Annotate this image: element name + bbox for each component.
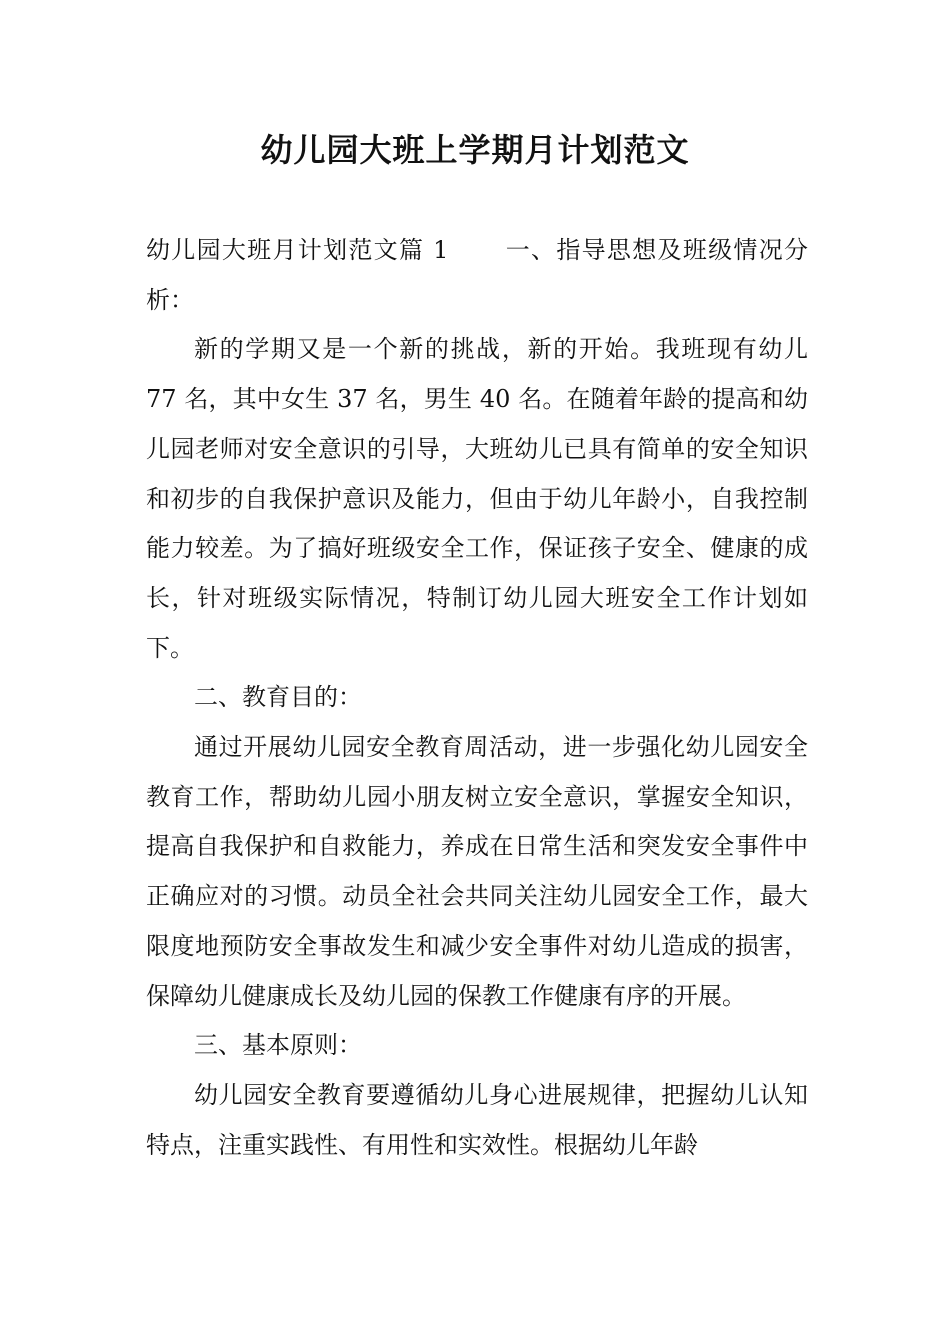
section3-heading: 三、基本原则： xyxy=(194,1031,362,1060)
paragraph-class-situation: 新的学期又是一个新的挑战，新的开始。我班现有幼儿 77 名，其中女生 37 名，男生 40 名。在随着年龄的提高和幼儿园老师对安全意识的引导，大班幼儿已具有简单的安全知识和初步的自我保护意识及能力，但由于幼儿年龄小，自我控制能力较差。为了搞好班级安全工作，保证孩子安全、健康的成长，针对班级实际情况，特制订幼儿园大班安全工作计划如下。 xyxy=(146,335,808,662)
section2-heading: 二、教育目的： xyxy=(194,683,362,712)
paragraph-basic-principles: 幼儿园安全教育要遵循幼儿身心进展规律，把握幼儿认知特点，注重实践性、有用性和实效性。根据幼儿年龄 xyxy=(146,1080,808,1159)
document-title: 幼儿园大班上学期月计划范文 xyxy=(260,131,690,169)
intro-line xyxy=(146,226,808,325)
section1-heading: 一、指导思想及班级情况分析： xyxy=(146,236,808,314)
paragraph-education-goal: 通过开展幼儿园安全教育周活动，进一步强化幼儿园安全教育工作，帮助幼儿园小朋友树立安全意识，掌握安全知识，提高自我保护和自救能力，养成在日常生活和突发安全事件中正确应对的习惯。动员全社会共同关注幼儿园安全工作，最大限度地预防安全事故发生和减少安全事件对幼儿造成的损害，保障幼儿健康成长及幼儿园的保教工作健康有序的开展。 xyxy=(146,733,808,1010)
document-body xyxy=(146,226,808,1170)
intro-heading: 幼儿园大班月计划范文篇 1 xyxy=(146,236,449,264)
